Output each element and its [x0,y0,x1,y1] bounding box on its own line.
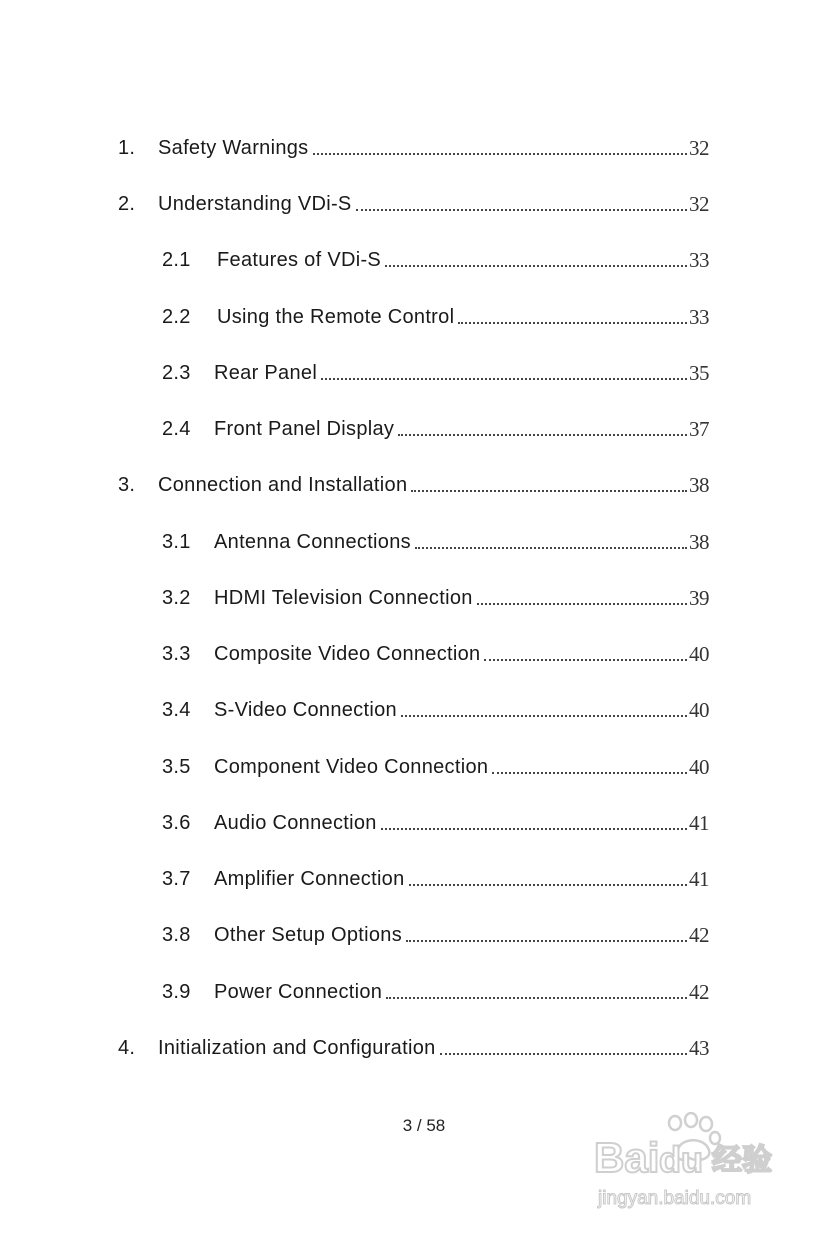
dot-leader [385,265,687,267]
baidu-logo-du: du [659,1139,703,1180]
dot-leader [321,378,687,380]
baidu-jingyan-watermark [592,1112,797,1212]
toc-entry-2[interactable] [118,186,709,216]
toc-entry-3-7[interactable] [162,861,709,891]
toc-page-number: 43 [689,1036,709,1060]
toc-entry-2-1[interactable] [162,242,709,272]
toc-number: 3.6 [162,812,191,834]
toc-page-number: 39 [689,586,709,610]
toc-page-number: 35 [689,361,709,385]
toc-title: Features of VDi-S [217,249,382,271]
toc-title: Initialization and Configuration [158,1037,436,1059]
dot-leader [411,490,687,492]
toc-title: Understanding VDi-S [158,193,352,215]
toc-title: Component Video Connection [214,756,489,778]
toc-page-number: 33 [689,305,709,329]
toc-title: Rear Panel [214,362,318,384]
toc-page-number: 40 [689,755,709,779]
toc-entry-1[interactable] [118,130,709,160]
toc-number: 3.3 [162,643,191,665]
toc-page-number: 40 [689,698,709,722]
toc-title: Safety Warnings [158,137,309,159]
toc-number: 3.9 [162,981,191,1003]
jingyan-logo-text: 经验 [712,1143,772,1178]
toc-number: 3.1 [162,531,191,553]
toc-page-number: 42 [689,980,709,1004]
toc-number: 3. [118,474,136,496]
dot-leader [398,434,687,436]
toc-page-number: 42 [689,923,709,947]
toc-entry-3-6[interactable] [162,805,709,835]
dot-leader [356,209,687,211]
dot-leader [401,715,687,717]
page-indicator: 3 / 58 [402,1116,446,1135]
toc-number: 2.3 [162,362,191,384]
toc-entry-3[interactable] [118,467,709,497]
toc-title: HDMI Television Connection [214,587,473,609]
toc-entry-4[interactable] [118,1030,709,1060]
toc-page-number: 32 [689,136,709,160]
toc-page-number: 33 [689,248,709,272]
toc-entry-3-9[interactable] [162,974,709,1004]
toc-number: 3.4 [162,699,191,721]
toc-number: 2.4 [162,418,191,440]
toc-page-number: 41 [689,867,709,891]
toc-title: Front Panel Display [214,418,395,440]
toc-title: Amplifier Connection [214,868,405,890]
dot-leader [440,1053,687,1055]
toc-entry-2-4[interactable] [162,411,709,441]
toc-title: Composite Video Connection [214,643,481,665]
toc-number: 2.1 [162,249,191,271]
dot-leader [484,659,687,661]
toc-title: Audio Connection [214,812,377,834]
toc-page-number: 41 [689,811,709,835]
toc-number: 3.8 [162,924,191,946]
toc-entry-3-2[interactable] [162,580,709,610]
dot-leader [386,997,687,999]
toc-title: Using the Remote Control [217,306,455,328]
toc-title: S-Video Connection [214,699,397,721]
toc-entry-3-4[interactable] [162,692,709,722]
toc-number: 3.2 [162,587,191,609]
toc-entry-3-8[interactable] [162,917,709,947]
watermark-url: jingyan.baidu.com [598,1188,752,1209]
dot-leader [458,322,687,324]
toc-page-number: 37 [689,417,709,441]
toc-number: 2.2 [162,306,191,328]
toc-number: 3.5 [162,756,191,778]
dot-leader [492,772,687,774]
baidu-logo-text: Bai [594,1134,660,1181]
toc-entry-2-3[interactable] [162,355,709,385]
toc-title: Other Setup Options [214,924,403,946]
toc-number: 3.7 [162,868,191,890]
dot-leader [477,603,687,605]
toc-title: Power Connection [214,981,383,1003]
dot-leader [313,153,688,155]
toc-page-number: 40 [689,642,709,666]
toc-page-number: 38 [689,530,709,554]
toc-entry-3-3[interactable] [162,636,709,666]
toc-title: Connection and Installation [158,474,408,496]
dot-leader [409,884,687,886]
toc-page-number: 38 [689,473,709,497]
toc-entry-3-1[interactable] [162,524,709,554]
toc-number: 1. [118,137,136,159]
dot-leader [415,547,687,549]
toc-number: 4. [118,1037,136,1059]
toc-page-number: 32 [689,192,709,216]
toc-entry-3-5[interactable] [162,749,709,779]
dot-leader [406,940,687,942]
toc-number: 2. [118,193,136,215]
dot-leader [381,828,687,830]
toc-title: Antenna Connections [214,531,411,553]
toc-entry-2-2[interactable] [162,299,709,329]
